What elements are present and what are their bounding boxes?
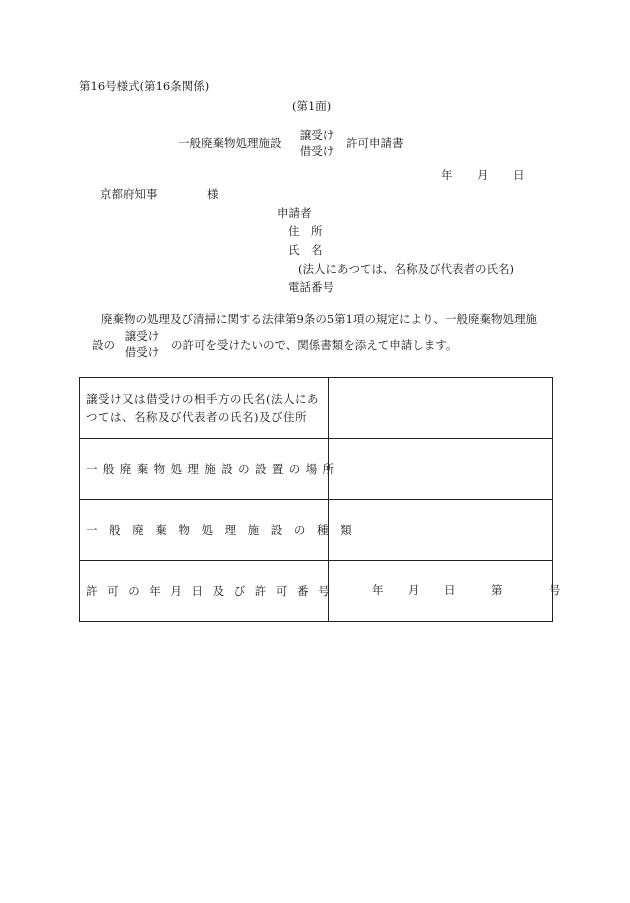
body-option-transfer: 譲受け <box>124 329 160 343</box>
row-label-text: 許可の年月日及び許可番号 <box>86 584 340 598</box>
body-line-1: 廃棄物の処理及び清掃に関する法律第9条の5第1項の規定により、一般廃棄物処理施 <box>101 312 537 326</box>
title-suffix: 許可申請書 <box>346 136 404 150</box>
permit-number-prefix: 第 <box>491 583 503 597</box>
permit-value-row <box>329 561 561 621</box>
row-label-location <box>80 439 340 500</box>
row-value-location[interactable] <box>329 439 553 500</box>
body-line2-prefix: 設の <box>92 338 115 352</box>
addressee-honorific: 様 <box>207 187 219 201</box>
table-row <box>80 500 553 561</box>
applicant-phone-label: 電話番号 <box>288 280 334 294</box>
table-row <box>80 439 553 500</box>
row-label-text: 譲受け又は借受けの相手方の氏名(法人にあつては、名称及び代表者の氏名)及び住所 <box>86 392 319 424</box>
title-option-stack <box>297 130 337 157</box>
applicant-corporation-note: (法人にあつては、名称及び代表者の氏名) <box>298 262 514 276</box>
row-label-counterparty <box>80 378 329 439</box>
applicant-name-label: 氏 名 <box>288 243 323 257</box>
permit-year-label: 年 <box>372 583 384 597</box>
row-label-type <box>80 500 364 561</box>
row-label-text: 一般廃棄物処理施設の設置の場所 <box>86 462 340 476</box>
row-value-counterparty[interactable] <box>329 378 553 439</box>
addressee-name: 京都府知事 <box>100 187 158 201</box>
permit-number-suffix: 号 <box>549 583 561 597</box>
page-label: (第1面) <box>292 99 332 113</box>
permit-month-label: 月 <box>408 583 420 597</box>
applicant-heading: 申請者 <box>277 206 312 220</box>
body-option-lease: 借受け <box>124 344 160 359</box>
form-number: 第16号様式(第16条関係) <box>79 79 210 93</box>
row-value-permit[interactable] <box>329 561 561 622</box>
body-line2-suffix: の許可を受けたいので、関係書類を添えて申請します。 <box>171 338 458 352</box>
applicant-address-label: 住 所 <box>288 224 323 238</box>
date-year-label: 年 <box>441 168 453 182</box>
row-label-permit <box>80 561 340 622</box>
application-table <box>79 377 561 622</box>
table-row <box>80 378 553 439</box>
title-facility: 一般廃棄物処理施設 <box>178 136 282 150</box>
title-option-transfer: 譲受け <box>299 128 335 142</box>
permit-day-label: 日 <box>444 583 456 597</box>
date-month-label: 月 <box>477 168 489 182</box>
date-day-label: 日 <box>513 168 525 182</box>
row-label-text: 一般廃棄物処理施設の種類 <box>86 523 364 537</box>
body-option-stack <box>122 331 162 358</box>
title-option-lease: 借受け <box>299 143 335 158</box>
table-row <box>80 561 553 622</box>
